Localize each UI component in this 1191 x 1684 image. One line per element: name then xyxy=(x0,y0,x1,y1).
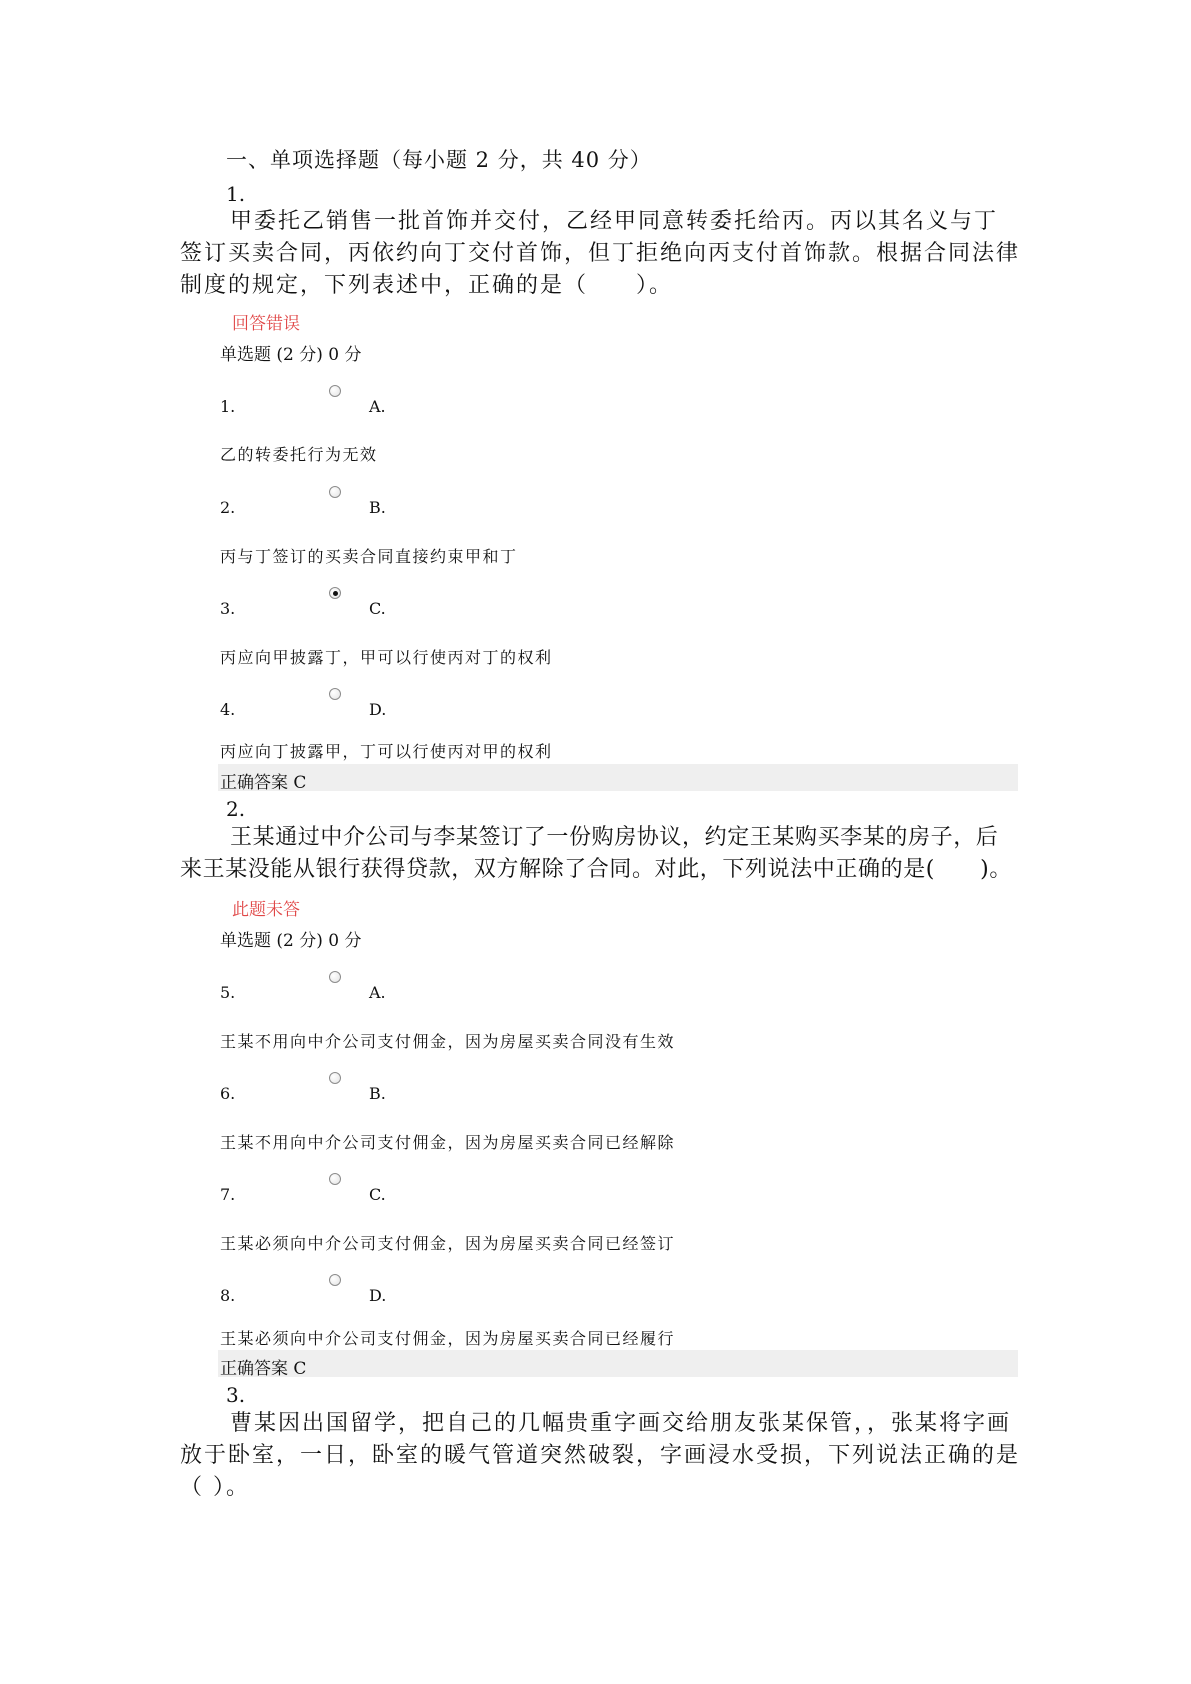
question-meta: 单选题 (2 分) 0 分 xyxy=(220,345,362,365)
option-letter: D. xyxy=(369,1286,387,1305)
option-text: 王某不用向中介公司支付佣金，因为房屋买卖合同已经解除 xyxy=(220,1133,676,1152)
option-radio[interactable] xyxy=(329,688,341,700)
answer-status: 此题未答 xyxy=(232,900,300,920)
option-text: 王某不用向中介公司支付佣金，因为房屋买卖合同没有生效 xyxy=(220,1032,676,1051)
question-number: 2. xyxy=(226,797,246,821)
option-letter: A. xyxy=(369,983,386,1002)
correct-answer: 正确答案 C xyxy=(220,773,307,793)
option-number: 6. xyxy=(220,1084,236,1103)
option-radio[interactable] xyxy=(329,971,341,983)
option-number: 7. xyxy=(220,1185,236,1204)
option-text: 丙应向甲披露丁，甲可以行使丙对丁的权利 xyxy=(220,648,553,667)
question-number: 1. xyxy=(226,182,246,206)
option-letter: C. xyxy=(369,599,386,618)
option-radio-selected[interactable] xyxy=(329,587,341,599)
correct-answer: 正确答案 C xyxy=(220,1359,307,1379)
option-number: 3. xyxy=(220,599,236,618)
option-letter: B. xyxy=(369,1084,386,1103)
option-radio[interactable] xyxy=(329,1274,341,1286)
correct-answer-bar xyxy=(218,1350,1018,1377)
option-letter: D. xyxy=(369,700,387,719)
option-text: 王某必须向中介公司支付佣金，因为房屋买卖合同已经签订 xyxy=(220,1234,676,1253)
option-radio[interactable] xyxy=(329,486,341,498)
option-text: 丙与丁签订的买卖合同直接约束甲和丁 xyxy=(220,547,518,566)
option-letter: A. xyxy=(369,397,386,416)
question-number: 3. xyxy=(226,1383,246,1407)
option-radio[interactable] xyxy=(329,385,341,397)
option-letter: C. xyxy=(369,1185,386,1204)
option-number: 2. xyxy=(220,498,236,517)
option-text: 丙应向丁披露甲，丁可以行使丙对甲的权利 xyxy=(220,742,553,761)
option-text: 乙的转委托行为无效 xyxy=(220,445,378,464)
question-stem: 曹某因出国留学，把自己的几幅贵重字画交给朋友张某保管，，张某将字画放于卧室，一日，卧室的暖气管道突然破裂，字画浸水受损，下列说法正确的是（ ）。 xyxy=(180,1411,1021,1500)
question-stem: 王某通过中介公司与李某签订了一份购房协议，约定王某购买李某的房子，后来王某没能从银行获得贷款，双方解除了合同。对此，下列说法中正确的是( )。 xyxy=(180,825,1012,882)
question-stem: 甲委托乙销售一批首饰并交付，乙经甲同意转委托给丙。丙以其名义与丁签订买卖合同，丙依约向丁交付首饰，但丁拒绝向丙支付首饰款。根据合同法律制度的规定，下列表述中，正确的是（ ）。 xyxy=(180,209,1021,298)
option-number: 1. xyxy=(220,397,236,416)
question-meta: 单选题 (2 分) 0 分 xyxy=(220,931,362,951)
option-number: 4. xyxy=(220,700,236,719)
option-radio[interactable] xyxy=(329,1173,341,1185)
option-number: 5. xyxy=(220,983,236,1002)
option-letter: B. xyxy=(369,498,386,517)
answer-status: 回答错误 xyxy=(232,314,300,334)
option-number: 8. xyxy=(220,1286,236,1305)
option-radio[interactable] xyxy=(329,1072,341,1084)
option-text: 王某必须向中介公司支付佣金，因为房屋买卖合同已经履行 xyxy=(220,1329,676,1348)
correct-answer-bar xyxy=(218,764,1018,791)
section-title: 一、单项选择题（每小题 2 分，共 40 分） xyxy=(226,148,652,172)
